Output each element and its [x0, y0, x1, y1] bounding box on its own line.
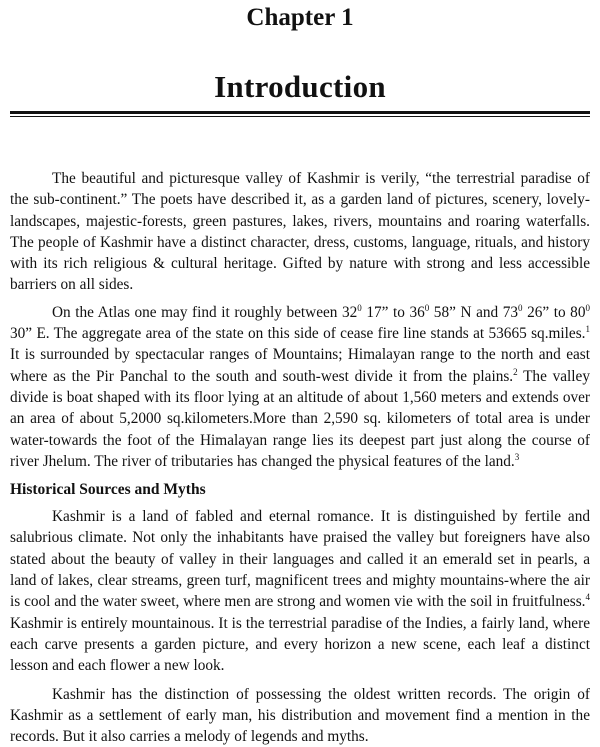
footnote-ref-2: 2	[513, 366, 518, 377]
paragraph-romance	[10, 506, 590, 676]
geo-text-4: 26” to 80	[522, 303, 586, 321]
paragraph-geography	[10, 302, 590, 472]
footnote-ref-4: 4	[585, 592, 590, 603]
paragraph-records: Kashmir has the distinction of possessing the oldest written records. The origin of Kashmir as a settlement of early man, his distribution and movement find a mention in the records. But it also carries a melody of legends and myths.	[10, 685, 590, 746]
paragraph-intro: The beautiful and picturesque valley of Kashmir is verily, “the terrestrial paradise of the sub-continent.” The poets have described it, as a garden land of pictures, scenery, lovely-landscapes, majestic-forests, green pastures, lakes, rivers, mountains and roaring waterfalls. The people of Kashmir have a distinct character, dress, customs, language, rituals, and history with its rich religious & cultural heritage. Gifted by nature with strong and less accessible barriers on all sides.	[10, 170, 590, 294]
romance-text-1: Kashmir is a land of fabled and eternal romance. It is distinguished by fertile and salubrious climate. Not only the inhabitants have praised the valley but foreigners have also stated about the beauty of valley in their languages and called it an emerald set in pearls, a land of lakes, clear streams, green turf, magnificent trees and mighty mountains-where the air is cool and the water sweet, where men are strong and women vie with the soil in fruitfulness.	[10, 508, 590, 611]
chapter-body	[0, 168, 600, 747]
chapter-title: Introduction	[214, 69, 386, 104]
footnote-ref-1: 1	[585, 323, 590, 334]
degree-mark: 0	[424, 302, 430, 313]
geo-text-6: It is surrounded by spectacular ranges of Mountains; Himalayan range to the north and east where as the Pir Panchal to the south and south-west divide it from the plains.	[10, 346, 590, 385]
section-heading: Historical Sources and Myths	[10, 481, 206, 499]
title-divider	[10, 111, 590, 117]
geo-text-5: 30” E. The aggregate area of the state on this side of cease fire line stands at 53665 sq.miles.	[10, 325, 586, 343]
chapter-label: Chapter 1	[246, 4, 354, 31]
divider-thick-line	[10, 111, 590, 114]
geo-text-7: The valley divide is boat shaped with its floor lying at an altitude of about 1,560 meters and extends over an area of about 5,2000 sq.kilometers.More than 2,590 sq. kilometers of total area is under water-towards the foot of the Himalayan range lies its deepest part just along the course of river Jhelum. The river of tributaries has changed the physical features of the land.	[10, 367, 590, 470]
degree-mark: 0	[518, 302, 523, 313]
degree-mark: 0	[585, 302, 590, 313]
divider-thin-line	[10, 116, 590, 117]
geo-text-3: 58” N and 73	[429, 303, 519, 321]
footnote-ref-3: 3	[514, 451, 520, 462]
romance-text-2: Kashmir is entirely mountainous. It is the terrestrial paradise of the Indies, a fairly land, where each carve presents a garden picture, and every horizon a new scene, each leaf a distinct lesson and each flower a new look.	[10, 614, 590, 675]
geo-text-1: On the Atlas one may find it roughly between 32	[52, 303, 358, 321]
degree-mark: 0	[357, 302, 362, 313]
geo-text-2: 17” to 36	[361, 303, 425, 321]
